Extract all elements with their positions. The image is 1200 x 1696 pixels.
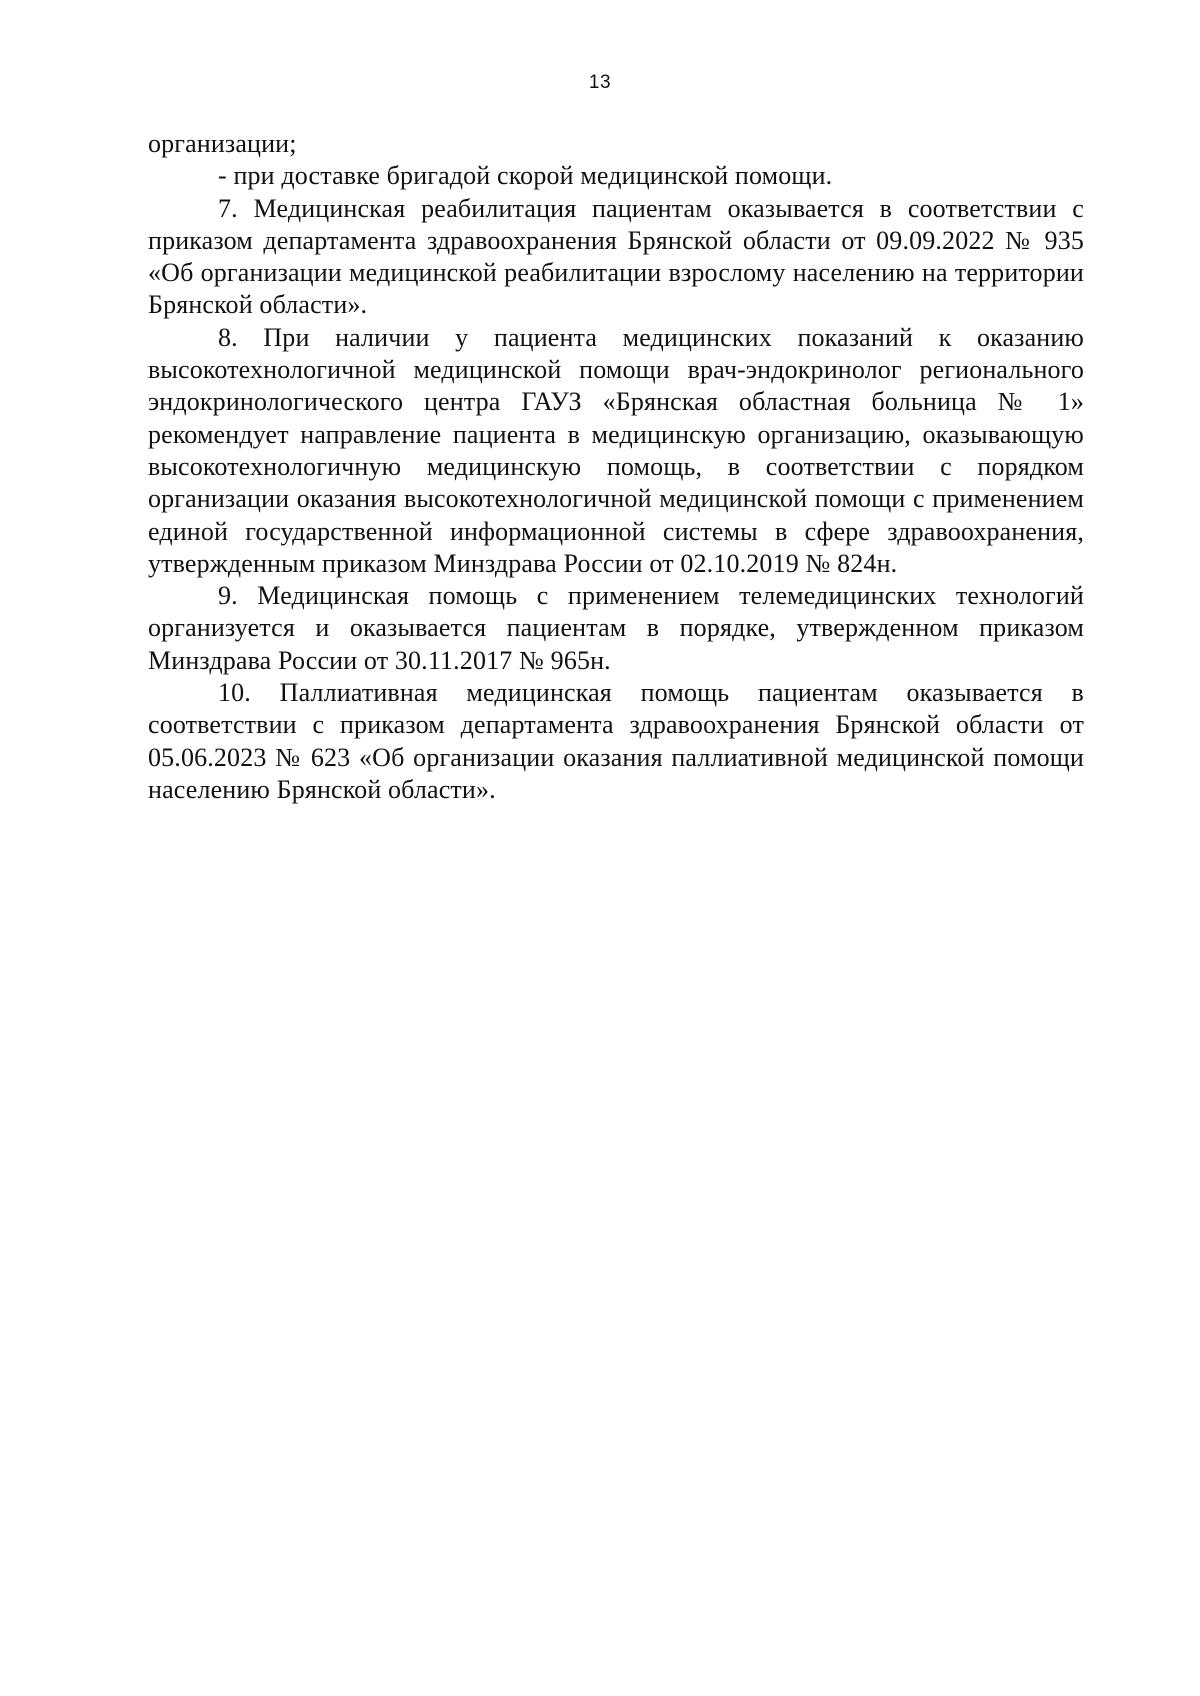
paragraph-item-9: 9. Медицинская помощь с применением телемедицинских технологий организуется и оказывается пациентам в порядке, утвержденном приказом Минздрава России от 30.11.2017 № 965н. <box>148 581 1084 675</box>
paragraph-item-7: 7. Медицинская реабилитация пациентам оказывается в соответствии с приказом департамента здравоохранения Брянской области от 09.09.2022 № 935 «Об организации медицинской реабилитации взрослому населению на территории Брянской области». <box>148 193 1084 320</box>
paragraph-item-8: 8. При наличии у пациента медицинских показаний к оказанию высокотехнологичной медицинской помощи врач-эндокринолог регионального эндокринологического центра ГАУЗ «Брянская областная больница № 1» рекомендует направление пациента в медицинскую организацию, оказывающую высокотехнологичную медицинскую помощь, в соответствии с порядком организации оказания высокотехнологичной медицинской помощи с применением единой государственной информационной системы в сфере здравоохранения, утвержденным приказом Минздрава России от 02.10.2019 № 824н. <box>148 322 1084 578</box>
paragraph-item-10: 10. Паллиативная медицинская помощь пациентам оказывается в соответствии с приказом департамента здравоохранения Брянской области от 05.06.2023 № 623 «Об организации оказания паллиативной медицинской помощи населению Брянской области». <box>148 678 1084 804</box>
document-body <box>148 128 1084 806</box>
paragraph-continuation: организации; <box>148 129 297 158</box>
paragraph-ambulance-delivery: - при доставке бригадой скорой медицинской помощи. <box>218 161 833 191</box>
page-number: 13 <box>588 72 612 93</box>
